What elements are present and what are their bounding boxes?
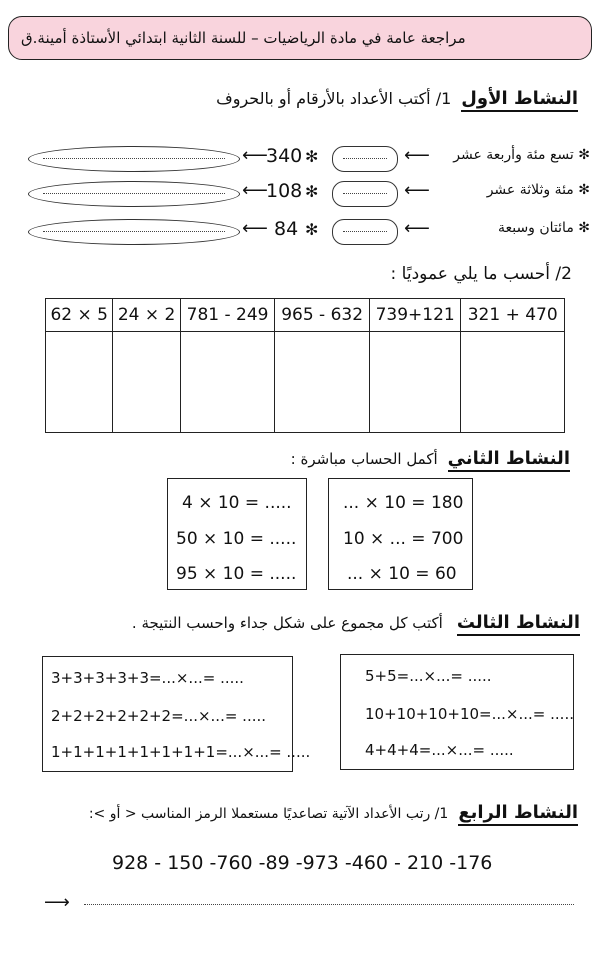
answer-oval[interactable] [28, 181, 240, 207]
answer-cell[interactable] [275, 332, 370, 433]
arrow-left-icon: ⟵ [404, 218, 430, 239]
number-value: 340 [266, 145, 303, 167]
calc-line[interactable]: 10 × ... = 700 [343, 529, 464, 549]
arrow-left-icon: ⟵ [242, 180, 268, 201]
answer-oval[interactable] [28, 146, 240, 172]
arrow-left-icon: ⟵ [242, 145, 268, 166]
answer-cloud[interactable] [332, 146, 398, 172]
operation-cell: 781 - 249 [180, 299, 275, 332]
number-row [20, 216, 590, 246]
number-value: 84 [274, 218, 299, 240]
star-icon: ✻ [305, 182, 319, 201]
answer-dotted-line[interactable] [84, 904, 574, 905]
sum-line[interactable]: 2+2+2+2+2+2=...×...= ..... [51, 707, 267, 725]
direct-calc-box-right [328, 478, 473, 590]
arrow-left-icon: ⟵ [242, 218, 268, 239]
sum-line[interactable]: 10+10+10+10=...×...= ..... [365, 705, 574, 723]
arrow-right-icon: ⟶ [44, 892, 70, 913]
calc-line[interactable]: 50 × 10 = ..... [176, 529, 297, 549]
operation-cell: 321 + 470 [461, 299, 565, 332]
star-icon: ✻ [305, 220, 319, 239]
answer-cell[interactable] [369, 332, 461, 433]
calc-line[interactable]: 4 × 10 = ..... [182, 493, 292, 513]
number-value: 108 [266, 180, 303, 202]
activity2-title: النشاط الثاني [448, 448, 570, 472]
star-icon: ✻ [305, 147, 319, 166]
answer-cloud[interactable] [332, 219, 398, 245]
answer-cell[interactable] [46, 332, 113, 433]
activity2-heading [291, 448, 570, 472]
operation-cell: 739+121 [369, 299, 461, 332]
sum-line[interactable]: 1+1+1+1+1+1+1+1=...×...= ..... [51, 743, 311, 761]
operation-cell: 965 - 632 [275, 299, 370, 332]
sum-line[interactable]: 5+5=...×...= ..... [365, 667, 492, 685]
activity4-heading [89, 802, 578, 826]
header-title: مراجعة عامة في مادة الرياضيات – للسنة الثانية ابتدائي الأستاذة أمينة.ق [21, 29, 466, 47]
arrow-left-icon: ⟵ [404, 180, 430, 201]
activity3-instruction: أكتب كل مجموع على شكل جداء واحسب النتيجة . [131, 614, 443, 632]
vertical-calc-table [45, 298, 565, 433]
product-box-left [42, 656, 311, 772]
activity4-instruction: 1/ رتب الأعداد الآتية تصاعديًا مستعملا الرمز المناسب < أو >: [88, 806, 449, 822]
number-words: ✻ تسع مئة وأربعة عشر [453, 147, 590, 163]
answer-oval[interactable] [28, 219, 240, 245]
activity2-instruction: أكمل الحساب مباشرة : [290, 450, 438, 468]
answer-cell[interactable] [180, 332, 275, 433]
operation-cell: 62 × 5 [46, 299, 113, 332]
activity4-title: النشاط الرابع [458, 802, 578, 826]
direct-calc-box-left [167, 478, 307, 590]
activity3-heading [132, 612, 580, 636]
answer-cloud[interactable] [332, 181, 398, 207]
calc-line[interactable]: ... × 10 = 60 [347, 564, 457, 584]
answer-cell[interactable] [113, 332, 180, 433]
vertical-calc-instruction: 2/ أحسب ما يلي عموديًا : [390, 264, 572, 284]
activity1-heading [216, 88, 578, 112]
page-header [8, 16, 592, 60]
activity3-title: النشاط الثالث [457, 612, 580, 636]
activity1-instruction: 1/ أكتب الأعداد بالأرقام أو بالحروف [216, 89, 452, 108]
sum-line[interactable]: 4+4+4=...×...= ..... [365, 741, 514, 759]
calc-line[interactable]: ... × 10 = 180 [343, 493, 464, 513]
product-box-right [340, 654, 574, 770]
number-words: ✻ مئة وثلاثة عشر [486, 182, 590, 198]
number-row [20, 178, 590, 208]
numbers-to-order: 928 - 150 -760 -89 -973 -460 - 210 -176 [112, 852, 493, 874]
sum-line[interactable]: 3+3+3+3+3=...×...= ..... [51, 669, 244, 687]
number-words: ✻ مائتان وسبعة [497, 220, 590, 236]
activity1-title: النشاط الأول [461, 88, 578, 112]
operation-cell: 24 × 2 [113, 299, 180, 332]
calc-line[interactable]: 95 × 10 = ..... [176, 564, 297, 584]
answer-cell[interactable] [461, 332, 565, 433]
arrow-left-icon: ⟵ [404, 145, 430, 166]
number-row [20, 143, 590, 173]
